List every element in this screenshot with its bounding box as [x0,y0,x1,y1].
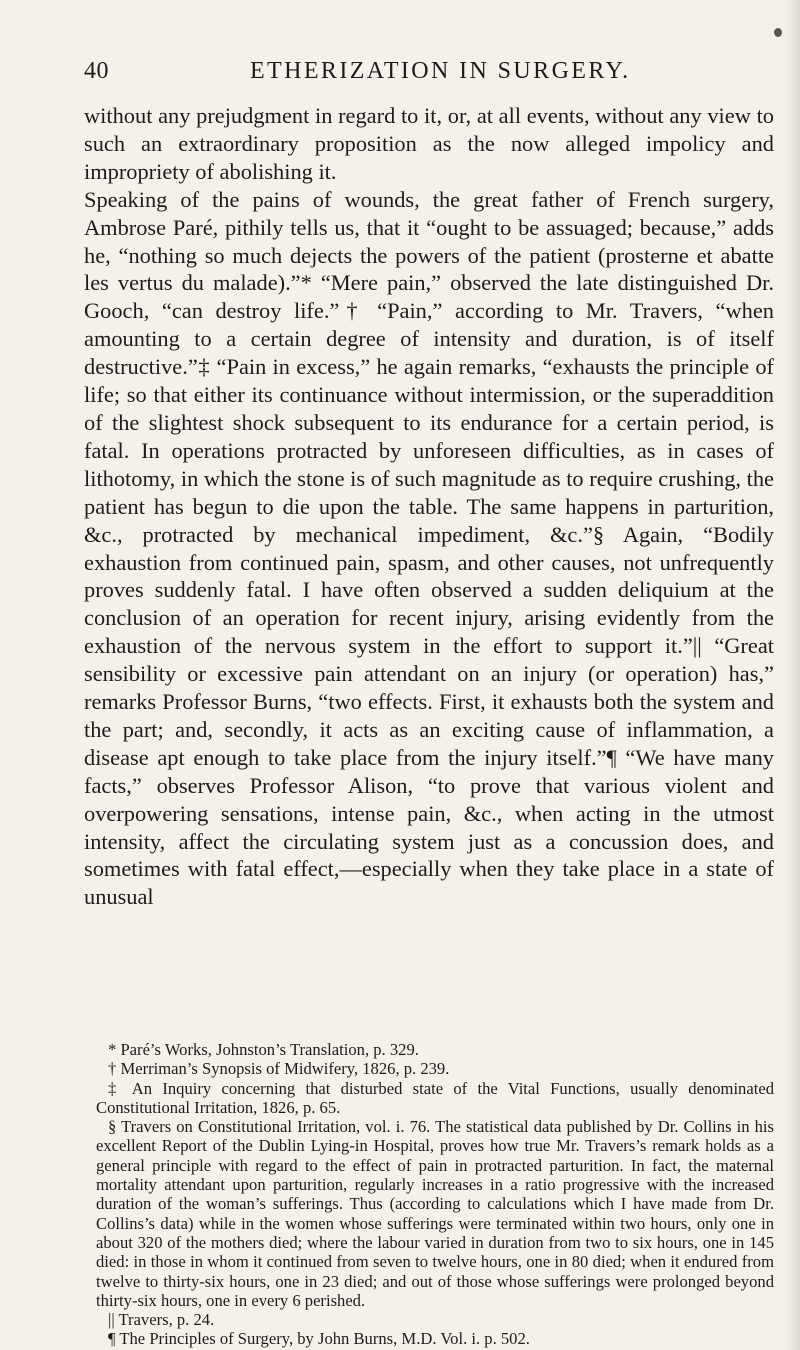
footnote: § Travers on Constitutional Irritation, vol. i. 76. The statistical data published by Dr. Collins in his excellent Report of the Dublin Lying-in Hospital, proves how true Mr. Travers’s remark holds as a general principle with regard to the effect of pain in protracted parturition. In fact, the maternal mortality attendant upon parturition, regularly increases in a ratio progressive with the increased duration of the woman’s sufferings. Thus (according to calculations which I have made from Dr. Collins’s data) while in the women whose sufferings were terminated within two hours, only one in about 320 of the mothers died; where the labour varied in duration from two to six hours, one in 145 died: in those in whom it continued from seven to twelve hours, one in 80 died; when it endured from twelve to thirty-six hours, one in 23 died; and out of those whose sufferings were prolonged beyond thirty-six hours, one in every 6 perished. [96,1117,774,1310]
paragraph: without any prejudgment in regard to it, or, at all events, without any view to such an extraordinary proposition as the now alleged impolicy and impropriety of abolishing it. [84,103,774,184]
page-edge-shadow [786,0,800,1350]
ink-speck [774,28,782,37]
paragraph: Speaking of the pains of wounds, the great father of French surgery, Ambrose Paré, pithily tells us, that it “ought to be assuaged; because,” adds he, “nothing so much dejects the powers of the patient (prosterne et abatte les vertus du malade).”* “Mere pain,” observed the late distinguished Dr. Gooch, “can destroy life.”† “Pain,” according to Mr. Travers, “when amounting to a certain degree of intensity and duration, is of itself destructive.”‡ “Pain in excess,” he again remarks, “exhausts the principle of life; so that either its continuance without intermission, or the superaddition of the slightest shock subsequent to its endurance for a certain period, is fatal. In operations protracted by unforeseen difficulties, as in cases of lithotomy, in which the stone is of such magnitude as to require crushing, the patient has begun to die upon the table. The same happens in parturition, &c., protracted by mechanical impediment, &c.”§ Again, “Bodily exhaustion from continued pain, spasm, and other causes, not unfrequently proves suddenly fatal. I have often observed a sudden deliquium at the conclusion of an operation for recent injury, arising evidently from the exhaustion of the nervous system in the effort to support it.”|| “Great sensibility or excessive pain attendant on an injury (or operation) has,” remarks Professor Burns, “two effects. First, it exhausts both the system and the part; and, secondly, it acts as an exciting cause of inflammation, a disease apt enough to take place from the injury itself.”¶ “We have many facts,” observes Professor Alison, “to prove that various violent and overpowering sensations, intense pain, &c., when acting in the utmost intensity, affect the circulating system just as a concussion does, and sometimes with fatal effect,—especially when they take place in a state of unusual [84,186,774,910]
footnote: ¶ The Principles of Surgery, by John Burns, M.D. Vol. i. p. 502. [108,1329,530,1349]
body-text [84,102,774,911]
footnote: ‡ An Inquiry concerning that disturbed state of the Vital Functions, usually denominated Constitutional Irritation, 1826, p. 65. [96,1078,774,1117]
footnote: † Merriman’s Synopsis of Midwifery, 1826, p. 239. [108,1059,450,1079]
footnote: || Travers, p. 24. [108,1310,215,1330]
footnotes [96,1040,774,1349]
page-header [84,58,774,92]
running-head: ETHERIZATION IN SURGERY. [250,58,631,84]
footnote: * Paré’s Works, Johnston’s Translation, p. 329. [108,1040,419,1059]
page-number: 40 [84,58,109,84]
